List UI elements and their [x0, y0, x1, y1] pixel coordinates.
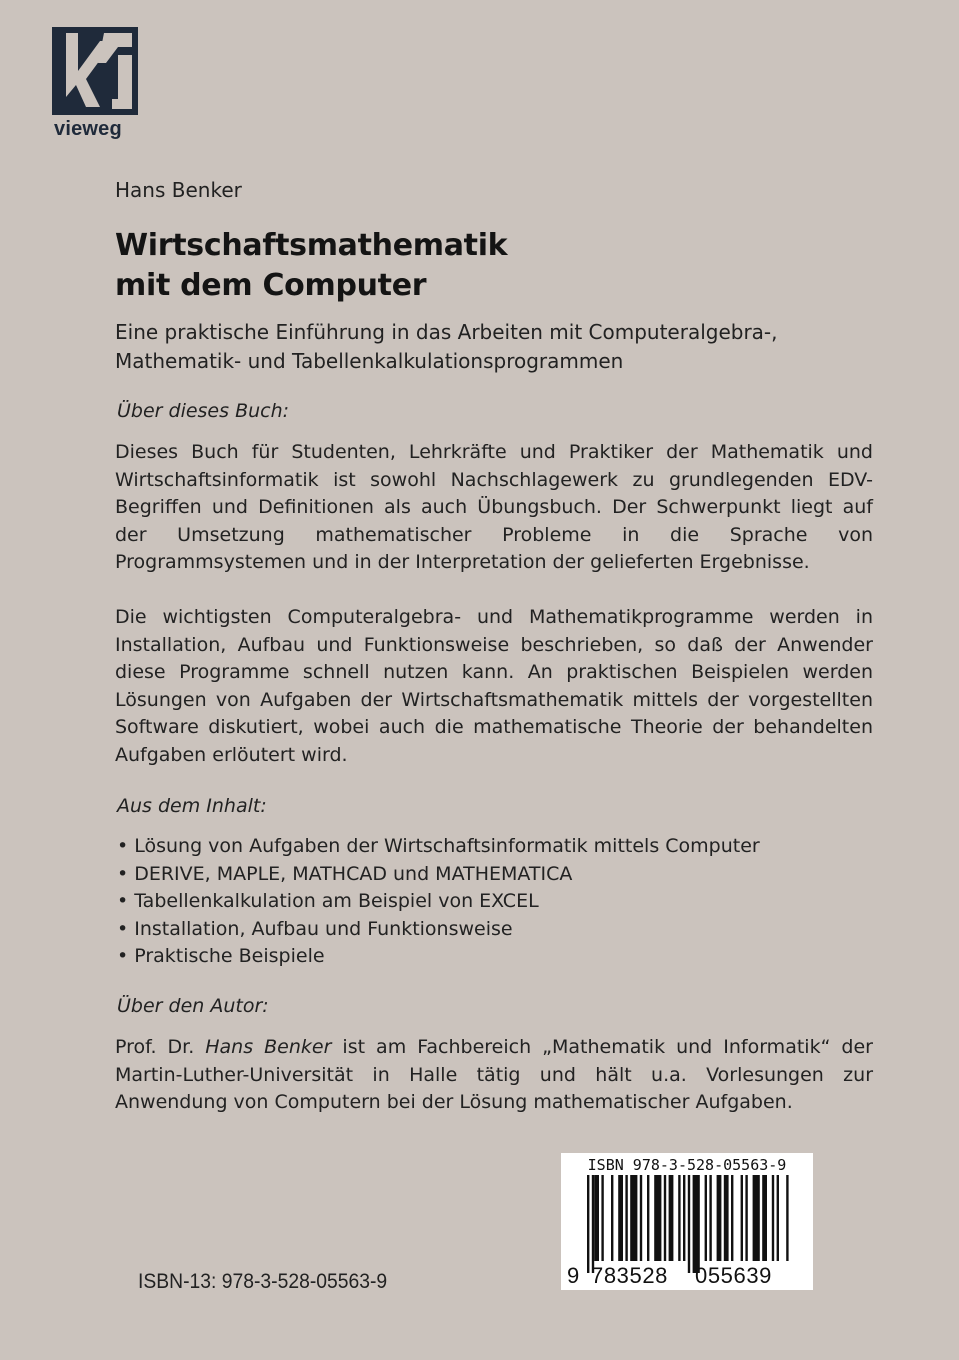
vieweg-logo-mark [52, 27, 138, 115]
barcode-bar [625, 1175, 627, 1261]
barcode-isbn-label: ISBN 978-3-528-05563-9 [587, 1156, 787, 1174]
list-item: • Tabellenkalkulation am Beispiel von EXCEL [117, 888, 760, 916]
barcode-bars [587, 1175, 791, 1273]
list-item: • Praktische Beispiele [117, 943, 760, 971]
author-title: Prof. Dr. [115, 1036, 206, 1058]
barcode-bar [587, 1175, 589, 1273]
author-name-italic: Hans Benker [205, 1036, 332, 1058]
barcode-bar [640, 1175, 642, 1261]
barcode-bar [664, 1175, 666, 1261]
barcode-bar [786, 1175, 788, 1261]
about-book-paragraph-1: Dieses Buch für Studenten, Lehrkräfte und Praktiker der Mathematik und Wirtschaftsinformatik ist sowohl Nachschlagewerk zu grundlegenden EDV-Begriffen und Definitionen als auch Übungsbuch. Der Schwerpunkt liegt auf der Umsetzung mathematischer Probleme in die Sprache von Programmsystemen und in der Interpretation der gelieferten Ergebnisse. [115, 441, 873, 573]
barcode-bar [654, 1175, 661, 1261]
barcode-bar [678, 1175, 680, 1261]
about-book-heading: Über dieses Buch: [117, 400, 290, 422]
barcode-bar [611, 1175, 613, 1261]
about-author-paragraph [115, 1034, 873, 1117]
author-name: Hans Benker [115, 178, 242, 202]
barcode-bar [647, 1175, 649, 1261]
barcode-bar [705, 1175, 707, 1261]
barcode-bar [717, 1175, 722, 1261]
book-subtitle: Eine praktische Einführung in das Arbeiten mit Computeralgebra-, Mathematik- und Tabellenkalkulationsprogrammen [115, 320, 778, 373]
barcode-bar [601, 1175, 603, 1261]
barcode-bar [669, 1175, 674, 1261]
barcode-bar [683, 1175, 685, 1261]
about-book-paragraph-2: Die wichtigsten Computeralgebra- und Mathematikprogramme werden in Installation, Aufbau und Funktionsweise beschrieben, so daß der Anwender diese Programme schnell nutzen kann. An praktischen Beispielen werden Lösungen von Aufgaben der Wirtschaftsmathematik mittels der vorgestellten Software diskutiert, wobei auch die mathematische Theorie der behandelten Aufgaben erlöutert wird. [115, 606, 873, 766]
barcode-digit-first: 9 [567, 1263, 580, 1288]
vieweg-logo [52, 27, 140, 115]
author-bio: ist am Fachbereich „Mathematik und Informatik“ der Martin-Luther-Universität in Halle tätig und hält u.a. Vorlesungen zur Anwendung von Computern bei der Lösung mathematischer Aufgaben. [115, 1036, 873, 1113]
barcode-bar [630, 1175, 637, 1261]
list-item: • Installation, Aufbau und Funktionsweise [117, 916, 760, 944]
barcode-bar [618, 1175, 623, 1261]
barcode-bar [762, 1175, 767, 1261]
publisher-name: vieweg [54, 118, 122, 140]
barcode-bar [724, 1175, 729, 1261]
contents-heading: Aus dem Inhalt: [117, 795, 267, 817]
barcode-bar [693, 1175, 700, 1273]
barcode-digits-right: 055639 [695, 1263, 773, 1288]
barcode-bar [753, 1175, 760, 1261]
barcode [561, 1153, 813, 1290]
barcode-bar [688, 1175, 690, 1273]
contents-list [117, 833, 760, 971]
isbn-13: ISBN-13: 978-3-528-05563-9 [138, 1270, 388, 1293]
barcode-digits-left: 783528 [591, 1263, 669, 1288]
list-item: • Lösung von Aufgaben der Wirtschaftsinformatik mittels Computer [117, 833, 760, 861]
barcode-bar [731, 1175, 733, 1261]
list-item: • DERIVE, MAPLE, MATHCAD und MATHEMATICA [117, 861, 760, 889]
barcode-bar [741, 1175, 743, 1261]
about-author-heading: Über den Autor: [117, 995, 269, 1017]
barcode-bar [745, 1175, 747, 1261]
barcode-bar [709, 1175, 711, 1261]
barcode-bar [777, 1175, 779, 1261]
barcode-bar [772, 1175, 774, 1261]
book-title-line1: Wirtschaftsmathematik [115, 228, 508, 263]
barcode-bar [592, 1175, 594, 1273]
barcode-bar [594, 1175, 599, 1261]
book-title-line2: mit dem Computer [115, 268, 427, 303]
book-title [115, 226, 507, 306]
